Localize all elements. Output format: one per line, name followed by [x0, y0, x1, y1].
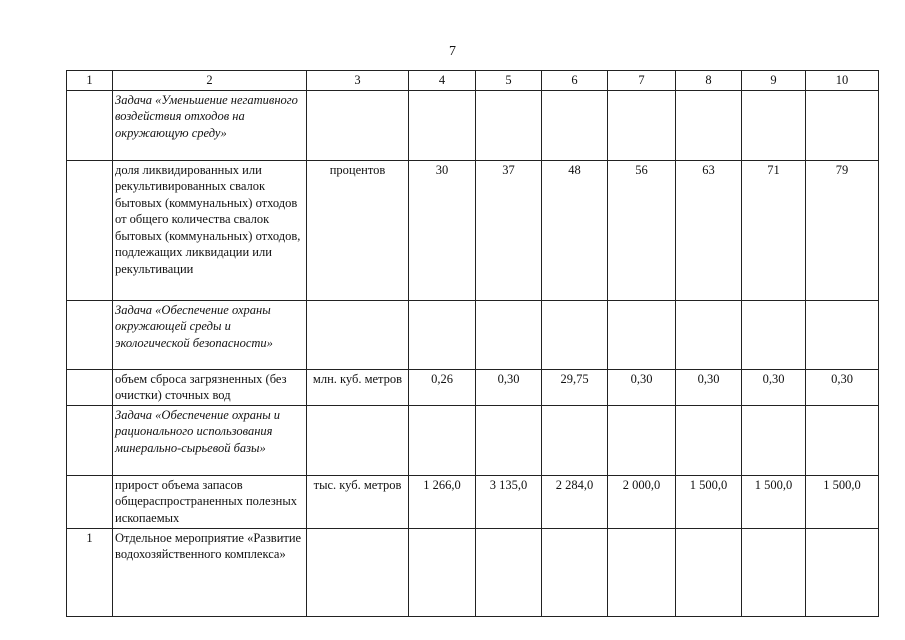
row-value: 37: [476, 160, 542, 300]
row-value: [676, 300, 742, 369]
row-number: 1: [67, 528, 113, 616]
row-value: 3 135,0: [476, 475, 542, 528]
row-name: Задача «Обеспечение охраны и рационального использования минерально-сырьевой базы»: [113, 405, 307, 475]
row-value: [608, 90, 676, 160]
row-value: 2 000,0: [608, 475, 676, 528]
row-value: [608, 528, 676, 616]
row-value: [542, 528, 608, 616]
row-value: 1 500,0: [806, 475, 879, 528]
row-unit: [307, 528, 409, 616]
row-value: [542, 300, 608, 369]
row-value: [542, 90, 608, 160]
row-value: [409, 528, 476, 616]
row-value: [608, 405, 676, 475]
row-value: 2 284,0: [542, 475, 608, 528]
row-name: прирост объема запасов общераспространенных полезных ископаемых: [113, 475, 307, 528]
row-number: [67, 475, 113, 528]
row-name: Задача «Уменьшение негативного воздействия отходов на окружающую среду»: [113, 90, 307, 160]
row-value: [409, 300, 476, 369]
table-row: [67, 90, 879, 160]
row-value: [742, 528, 806, 616]
row-name: объем сброса загрязненных (без очистки) сточных вод: [113, 369, 307, 405]
row-value: 29,75: [542, 369, 608, 405]
row-unit: процентов: [307, 160, 409, 300]
row-value: 79: [806, 160, 879, 300]
row-value: 0,26: [409, 369, 476, 405]
row-unit: тыс. куб. метров: [307, 475, 409, 528]
row-value: [742, 405, 806, 475]
table-header-row: [67, 71, 879, 91]
row-number: [67, 300, 113, 369]
row-value: [676, 528, 742, 616]
table-row: [67, 160, 879, 300]
table-row: [67, 475, 879, 528]
row-value: [476, 405, 542, 475]
row-value: 30: [409, 160, 476, 300]
indicators-table: [66, 70, 879, 617]
row-value: 1 500,0: [742, 475, 806, 528]
row-value: [806, 528, 879, 616]
header-cell: 6: [542, 71, 608, 91]
table-row: [67, 300, 879, 369]
header-cell: 5: [476, 71, 542, 91]
table-row: [67, 528, 879, 616]
row-value: 0,30: [676, 369, 742, 405]
header-cell: 3: [307, 71, 409, 91]
header-cell: 9: [742, 71, 806, 91]
row-value: [608, 300, 676, 369]
row-value: [676, 90, 742, 160]
row-unit: [307, 300, 409, 369]
row-value: [476, 528, 542, 616]
header-cell: 8: [676, 71, 742, 91]
row-unit: [307, 405, 409, 475]
row-unit: млн. куб. метров: [307, 369, 409, 405]
row-value: [742, 300, 806, 369]
row-value: [409, 90, 476, 160]
header-cell: 10: [806, 71, 879, 91]
row-value: 0,30: [806, 369, 879, 405]
header-cell: 1: [67, 71, 113, 91]
row-value: 56: [608, 160, 676, 300]
row-value: [542, 405, 608, 475]
row-value: [676, 405, 742, 475]
row-value: [806, 300, 879, 369]
header-cell: 4: [409, 71, 476, 91]
table-row: [67, 405, 879, 475]
row-number: [67, 369, 113, 405]
row-name: доля ликвидированных или рекультивированных свалок бытовых (коммунальных) отходов от общего количества свалок бытовых (коммунальных) отходов, подлежащих ликвидации или рекультивации: [113, 160, 307, 300]
row-value: [742, 90, 806, 160]
page-number: 7: [449, 44, 456, 59]
row-number: [67, 160, 113, 300]
header-cell: 2: [113, 71, 307, 91]
row-value: 0,30: [608, 369, 676, 405]
row-value: [409, 405, 476, 475]
row-number: [67, 405, 113, 475]
row-value: 1 266,0: [409, 475, 476, 528]
row-value: 0,30: [476, 369, 542, 405]
row-unit: [307, 90, 409, 160]
row-value: 71: [742, 160, 806, 300]
row-value: [806, 405, 879, 475]
row-value: 48: [542, 160, 608, 300]
row-number: [67, 90, 113, 160]
row-name: Отдельное мероприятие «Развитие водохозяйственного комплекса»: [113, 528, 307, 616]
row-value: 1 500,0: [676, 475, 742, 528]
table-row: [67, 369, 879, 405]
row-value: [806, 90, 879, 160]
row-name: Задача «Обеспечение охраны окружающей среды и экологической безопасности»: [113, 300, 307, 369]
row-value: 63: [676, 160, 742, 300]
row-value: [476, 300, 542, 369]
row-value: [476, 90, 542, 160]
row-value: 0,30: [742, 369, 806, 405]
header-cell: 7: [608, 71, 676, 91]
